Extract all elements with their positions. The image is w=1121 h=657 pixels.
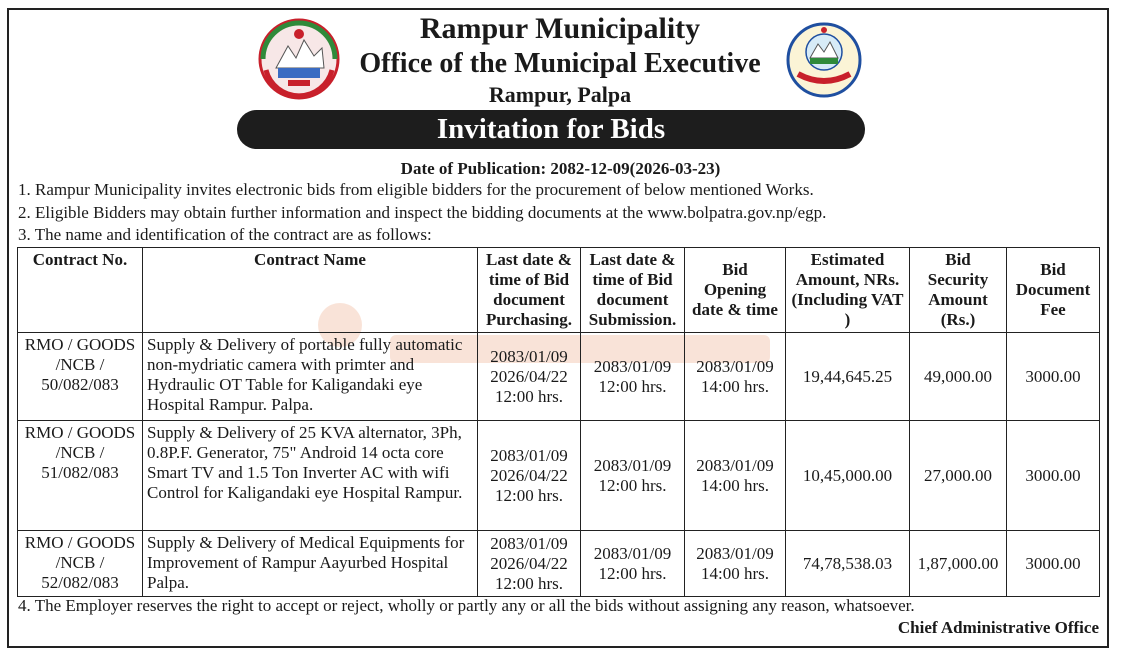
nepal-emblem-icon [258, 18, 340, 100]
paragraph-3: 3. The name and identification of the contract are as follows: [18, 225, 432, 244]
invitation-banner: Invitation for Bids [237, 110, 865, 149]
submission-date: 2083/01/09 12:00 hrs. [581, 421, 685, 531]
opening-date: 2083/01/09 14:00 hrs. [685, 531, 786, 597]
paragraph-1: 1. Rampur Municipality invites electronic bids from eligible bidders for the procurement of below mentioned Works. [18, 180, 814, 199]
purchase-date: 2083/01/09 2026/04/22 12:00 hrs. [478, 421, 581, 531]
contract-no: RMO / GOODS /NCB / 50/082/083 [18, 333, 143, 421]
purchase-date: 2083/01/09 2026/04/22 12:00 hrs. [478, 531, 581, 597]
municipality-title: Rampur Municipality [419, 12, 701, 45]
employer-reservation-note: 4. The Employer reserves the right to accept or reject, wholly or partly any or all the bids without assigning any reason, whatsoever. [18, 596, 915, 615]
municipality-logo-icon [786, 22, 862, 98]
header-purchase-date: Last date & time of Bid document Purchasing. [478, 248, 581, 333]
paragraph-2: 2. Eligible Bidders may obtain further information and inspect the bidding documents at the www.bolpatra.gov.np/egp. [18, 203, 827, 222]
submission-date: 2083/01/09 12:00 hrs. [581, 531, 685, 597]
contract-name: Supply & Delivery of 25 KVA alternator, 3Ph, 0.8P.F. Generator, 75" Android 14 octa core Smart TV and 1.5 Ton Inverter AC with wifi Control for Kaligandaki eye Hospital Rampur. [143, 421, 478, 531]
estimated-amount: 10,45,000.00 [786, 421, 910, 531]
bid-security: 1,87,000.00 [910, 531, 1007, 597]
header-submission-date: Last date & time of Bid document Submission. [581, 248, 685, 333]
header-estimated-amount: Estimated Amount, NRs. (Including VAT ) [786, 248, 910, 333]
opening-date: 2083/01/09 14:00 hrs. [685, 421, 786, 531]
header-opening-date: Bid Opening date & time [685, 248, 786, 333]
header-contract-no: Contract No. [18, 248, 143, 333]
document-fee: 3000.00 [1007, 333, 1100, 421]
document-fee: 3000.00 [1007, 531, 1100, 597]
submission-date: 2083/01/09 12:00 hrs. [581, 333, 685, 421]
contract-name: Supply & Delivery of Medical Equipments for Improvement of Rampur Aayurbed Hospital Palpa. [143, 531, 478, 597]
contract-no: RMO / GOODS /NCB / 52/082/083 [18, 531, 143, 597]
opening-date: 2083/01/09 14:00 hrs. [685, 333, 786, 421]
table-row [18, 333, 1100, 421]
document-fee: 3000.00 [1007, 421, 1100, 531]
purchase-date: 2083/01/09 2026/04/22 12:00 hrs. [478, 333, 581, 421]
header-contract-name: Contract Name [143, 248, 478, 333]
bid-security: 27,000.00 [910, 421, 1007, 531]
table-row [18, 531, 1100, 597]
publication-date: Date of Publication: 2082-12-09(2026-03-23) [400, 159, 721, 178]
estimated-amount: 19,44,645.25 [786, 333, 910, 421]
estimated-amount: 74,78,538.03 [786, 531, 910, 597]
contract-no: RMO / GOODS /NCB / 51/082/083 [18, 421, 143, 531]
table-header-row [18, 248, 1100, 333]
header-document-fee: Bid Document Fee [1007, 248, 1100, 333]
contract-name: Supply & Delivery of portable fully automatic non-mydriatic camera with primter and Hydraulic OT Table for Kaligandaki eye Hospital Rampur. Palpa. [143, 333, 478, 421]
table-row [18, 421, 1100, 531]
office-title: Office of the Municipal Executive [359, 48, 761, 79]
bid-table [17, 247, 1100, 597]
location-title: Rampur, Palpa [488, 82, 632, 107]
signature: Chief Administrative Office [897, 618, 1099, 637]
header-bid-security: Bid Security Amount (Rs.) [910, 248, 1007, 333]
bid-security: 49,000.00 [910, 333, 1007, 421]
